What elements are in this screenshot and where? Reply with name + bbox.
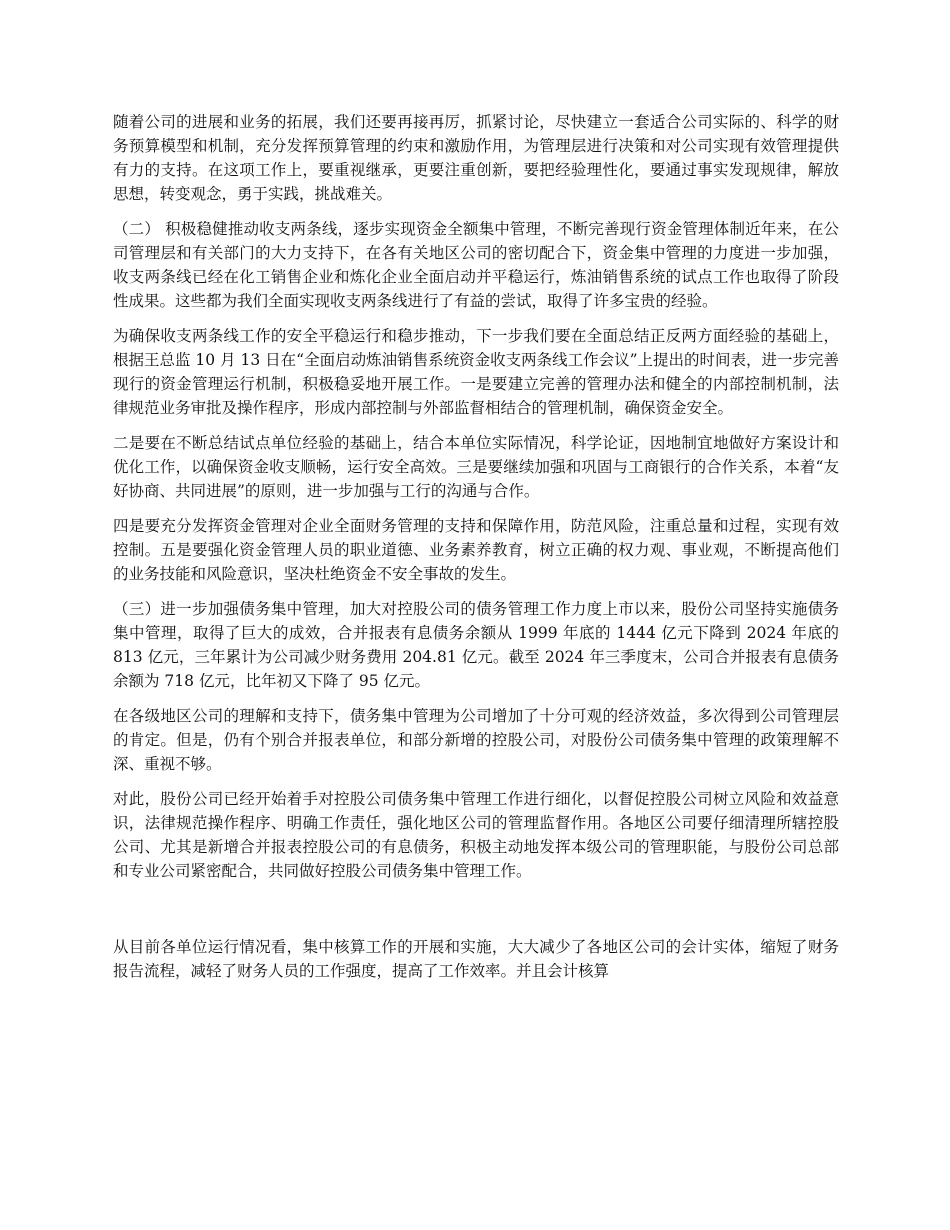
paragraph-holding-company-debt: 对此，股份公司已经开始着手对控股公司债务集中管理工作进行细化，以督促控股公司树立风险和效益意识，法律规范操作程序、明确工作责任，强化地区公司的管理监督作用。各地区公司要仔细清理所辖控股公司、尤其是新增合并报表控股公司的有息债务，积极主动地发挥本级公司的管理职能，与股份公司总部和专业公司紧密配合，共同做好控股公司债务集中管理工作。 [113, 790, 839, 880]
paragraph-pilot-experience: 二是要在不断总结试点单位经验的基础上，结合本单位实际情况，科学论证，因地制宜地做好方案设计和优化工作，以确保资金收支顺畅，运行安全高效。三是要继续加强和巩固与工商银行的合作关系，本着“友好协商、共同进展”的原则，进一步加强与工行的沟通与合作。 [113, 434, 839, 500]
paragraph-budget-model: 随着公司的进展和业务的拓展，我们还要再接再厉，抓紧讨论，尽快建立一套适合公司实际的、科学的财务预算模型和机制，充分发挥预算管理的约束和激励作用，为管理层进行决策和对公司实现有效管理提供有力的支持。在这项工作上，要重视继承，更要注重创新，要把经验理性化，要通过事实发现规律，解放思想，转变观念，勇于实践，挑战难关。 [113, 113, 839, 203]
paragraph-income-expense-lines: 为确保收支两条线工作的安全平稳运行和稳步推动，下一步我们要在全面总结正反两方面经验的基础上，根据王总监 10 月 13 日在“全面启动炼油销售系统资金收支两条线工作会议”上提出的时间表，进一步完善现行的资金管理运行机制，积极稳妥地开展工作。一是要建立完善的管理办法和健全的内部控制机制，法律规范业务审批及操作程序，形成内部控制与外部监督相结合的管理机制，确保资金安全。 [113, 327, 840, 417]
paragraph-economic-benefit: 在各级地区公司的理解和支持下，债务集中管理为公司增加了十分可观的经济效益，多次得到公司管理层的肯定。但是，仍有个别合并报表单位，和部分新增的控股公司，对股份公司债务集中管理的政策理解不深、重视不够。 [113, 707, 839, 773]
document-body [113, 110, 839, 994]
paragraph-risk-control: 四是要充分发挥资金管理对企业全面财务管理的支持和保障作用，防范风险，注重总量和过程，实现有效控制。五是要强化资金管理人员的职业道德、业务素养教育，树立正确的权力观、事业观，不断提高他们的业务技能和风险意识，坚决杜绝资金不安全事故的发生。 [113, 517, 839, 583]
paragraph-section-2-fund-management: （二） 积极稳健推动收支两条线，逐步实现资金全额集中管理，不断完善现行资金管理体制近年来，在公司管理层和有关部门的大力支持下，在各有关地区公司的密切配合下，资金集中管理的力度进一步加强，收支两条线已经在化工销售企业和炼化企业全面启动并平稳运行，炼油销售系统的试点工作也取得了阶段性成果。这些都为我们全面实现收支两条线进行了有益的尝试，取得了许多宝贵的经验。 [113, 220, 839, 310]
paragraph-section-3-debt-management: （三）进一步加强债务集中管理，加大对控股公司的债务管理工作力度上市以来，股份公司坚持实施债务集中管理，取得了巨大的成效，合并报表有息债务余额从 1999 年底的 1444 亿元下降到 2024 年底的 813 亿元，三年累计为公司减少财务费用 204.81 亿元。截至 2024 年三季度末，公司合并报表有息债务余额为 718 亿元，比年初又下降了 95 亿元。 [113, 600, 839, 690]
paragraph-centralized-accounting: 从目前各单位运行情况看，集中核算工作的开展和实施，大大减少了各地区公司的会计实体，缩短了财务报告流程，减轻了财务人员的工作强度，提高了工作效率。并且会计核算 [113, 938, 839, 980]
